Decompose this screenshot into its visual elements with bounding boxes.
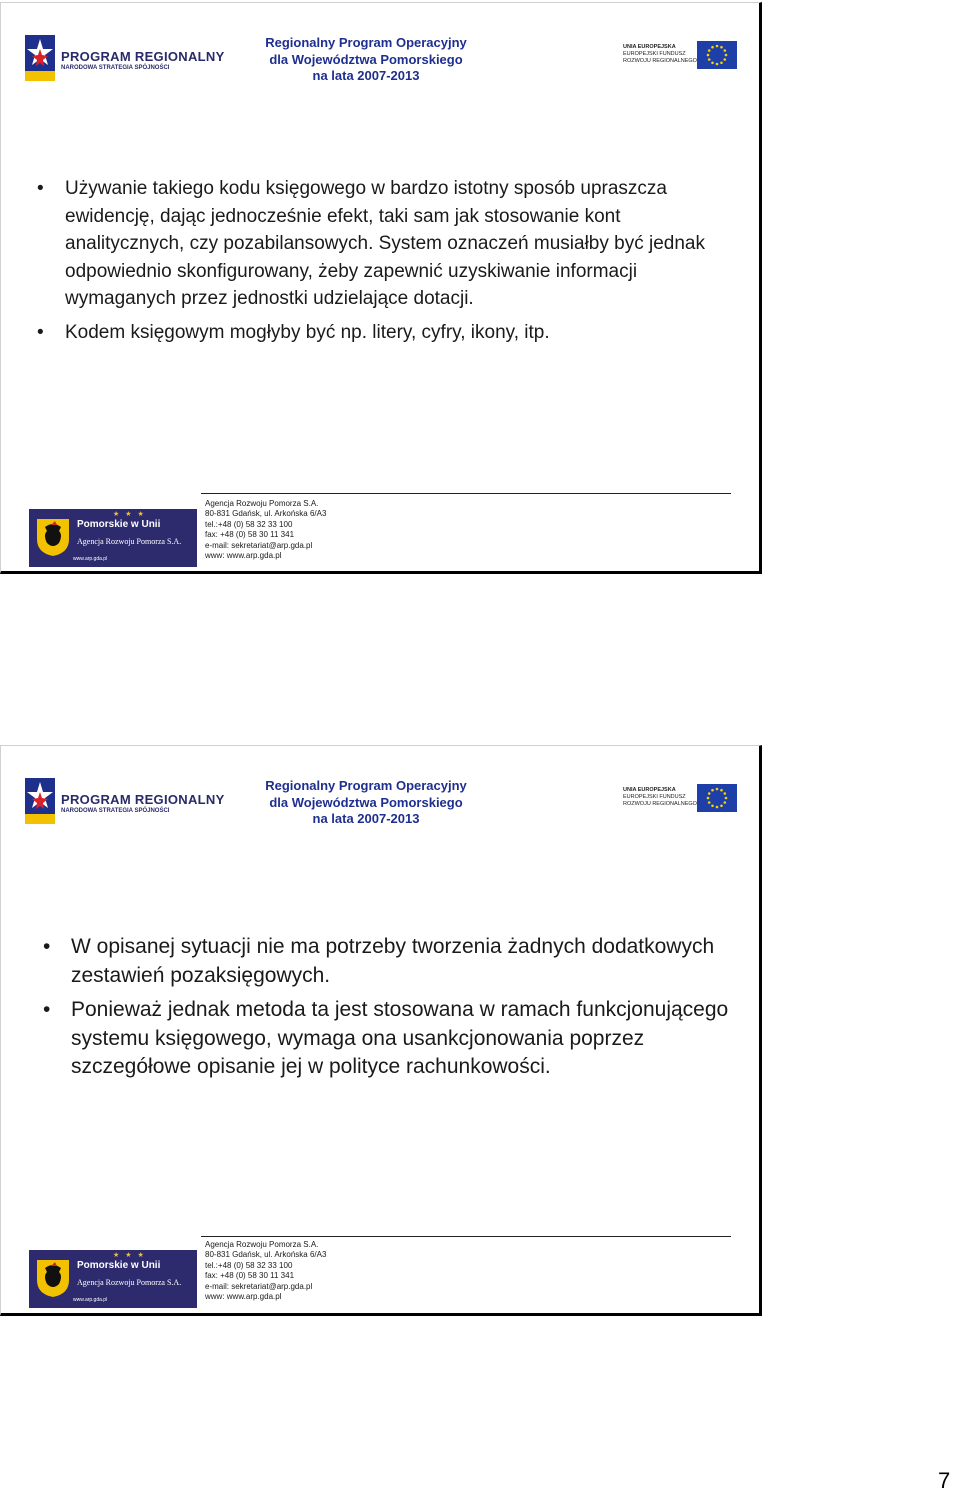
pomorskie-crest-icon bbox=[35, 517, 71, 557]
contact-email: e-mail: sekretariat@arp.gda.pl bbox=[205, 1281, 313, 1291]
contact-phone: tel.:+48 (0) 58 32 33 100 bbox=[205, 519, 293, 529]
footer-logo-title: Pomorskie w Unii bbox=[77, 1260, 161, 1271]
eu-line-1: UNIA EUROPEJSKA bbox=[623, 787, 676, 793]
slide-header-title bbox=[241, 35, 491, 85]
program-regionalny-subtitle: NARODOWA STRATEGIA SPÓJNOŚCI bbox=[61, 65, 170, 71]
program-regionalny-logo bbox=[25, 778, 225, 826]
eu-logo-text bbox=[623, 787, 697, 808]
eu-line-2: EUROPEJSKI FUNDUSZ bbox=[623, 794, 686, 800]
eu-logo-text bbox=[623, 44, 697, 65]
header-line-3: na lata 2007-2013 bbox=[312, 68, 420, 83]
bullet-text: Kodem księgowym mogłyby być np. litery, cyfry, ikony, itp. bbox=[65, 321, 550, 343]
footer-contact bbox=[205, 499, 326, 561]
contact-address: 80-831 Gdańsk, ul. Arkońska 6/A3 bbox=[205, 509, 327, 519]
footer-divider bbox=[201, 493, 731, 494]
contact-fax: fax: +48 (0) 58 30 11 341 bbox=[205, 1271, 295, 1281]
bullet-list bbox=[37, 175, 725, 346]
eu-line-1: UNIA EUROPEJSKA bbox=[623, 44, 676, 50]
bullet-list bbox=[43, 933, 741, 1082]
program-regionalny-star-icon bbox=[25, 778, 55, 824]
eu-logo bbox=[621, 41, 737, 71]
pomorskie-w-unii-logo bbox=[29, 1250, 197, 1308]
contact-www: www: www.arp.gda.pl bbox=[205, 551, 282, 561]
contact-company: Agencja Rozwoju Pomorza S.A. bbox=[205, 1240, 319, 1249]
program-regionalny-title: PROGRAM REGIONALNY bbox=[61, 792, 225, 807]
bullet-text: Używanie takiego kodu księgowego w bardzo istotny sposób upraszcza ewidencję, dając jednocześnie efekt, taki sam jak stosowanie kont analitycznych, czy pozabilansowych. System oznaczeń musiałby być jednak odpowiednio skonfigurowany, żeby zapewnić uzyskiwanie informacji wymaganych przez jednostki udzielające dotacji. bbox=[65, 178, 705, 309]
header-line-3: na lata 2007-2013 bbox=[312, 811, 420, 826]
bullet-marker: • bbox=[37, 178, 44, 199]
program-regionalny-logo bbox=[25, 35, 225, 83]
slide-2 bbox=[0, 745, 762, 1316]
contact-www: www: www.arp.gda.pl bbox=[205, 1292, 282, 1302]
footer-logo-www: www.arp.gda.pl bbox=[73, 1297, 108, 1303]
logo-stars-icon: ★ ★ ★ bbox=[113, 1252, 146, 1259]
slide-header-title bbox=[241, 778, 491, 828]
footer-divider bbox=[201, 1236, 731, 1237]
header-line-1: Regionalny Program Operacyjny bbox=[265, 35, 467, 50]
contact-address: 80-831 Gdańsk, ul. Arkońska 6/A3 bbox=[205, 1250, 327, 1260]
program-regionalny-star-icon bbox=[25, 35, 55, 81]
header-line-1: Regionalny Program Operacyjny bbox=[265, 778, 467, 793]
contact-fax: fax: +48 (0) 58 30 11 341 bbox=[205, 530, 295, 540]
bullet-item bbox=[43, 996, 741, 1082]
footer-logo-title: Pomorskie w Unii bbox=[77, 519, 161, 530]
footer-logo-subtitle: Agencja Rozwoju Pomorza S.A. bbox=[77, 537, 182, 546]
footer-logo-subtitle: Agencja Rozwoju Pomorza S.A. bbox=[77, 1278, 182, 1287]
program-regionalny-subtitle: NARODOWA STRATEGIA SPÓJNOŚCI bbox=[61, 808, 170, 814]
eu-line-3: ROZWOJU REGIONALNEGO bbox=[623, 58, 697, 64]
contact-email: e-mail: sekretariat@arp.gda.pl bbox=[205, 540, 313, 550]
contact-phone: tel.:+48 (0) 58 32 33 100 bbox=[205, 1260, 293, 1270]
footer-logo-www: www.arp.gda.pl bbox=[73, 556, 108, 562]
bullet-item bbox=[37, 175, 725, 313]
bullet-marker: • bbox=[37, 321, 44, 343]
header-line-2: dla Województwa Pomorskiego bbox=[269, 794, 463, 810]
footer-contact bbox=[205, 1240, 326, 1302]
bullet-item bbox=[37, 319, 725, 347]
eu-logo bbox=[621, 784, 737, 814]
pomorskie-w-unii-logo bbox=[29, 509, 197, 567]
eu-flag-icon bbox=[697, 784, 737, 812]
bullet-text: W opisanej sytuacji nie ma potrzeby tworzenia żadnych dodatkowych zestawień pozaksięgowych. bbox=[71, 935, 715, 987]
bullet-marker: • bbox=[43, 935, 51, 958]
slide-1 bbox=[0, 2, 762, 574]
page-number: 7 bbox=[938, 1468, 951, 1493]
eu-line-2: EUROPEJSKI FUNDUSZ bbox=[623, 51, 686, 57]
bullet-marker: • bbox=[43, 998, 51, 1021]
program-regionalny-title: PROGRAM REGIONALNY bbox=[61, 49, 225, 64]
bullet-item bbox=[43, 933, 741, 990]
eu-flag-icon bbox=[697, 41, 737, 69]
bullet-text: Ponieważ jednak metoda ta jest stosowana w ramach funkcjonującego systemu księgowego, wymaga ona usankcjonowania poprzez szczegółowe opisanie jej w polityce rachunkowości. bbox=[71, 998, 729, 1078]
contact-company: Agencja Rozwoju Pomorza S.A. bbox=[205, 499, 319, 508]
header-line-2: dla Województwa Pomorskiego bbox=[269, 51, 463, 67]
pomorskie-crest-icon bbox=[35, 1258, 71, 1298]
logo-stars-icon: ★ ★ ★ bbox=[113, 511, 146, 518]
eu-line-3: ROZWOJU REGIONALNEGO bbox=[623, 801, 697, 807]
